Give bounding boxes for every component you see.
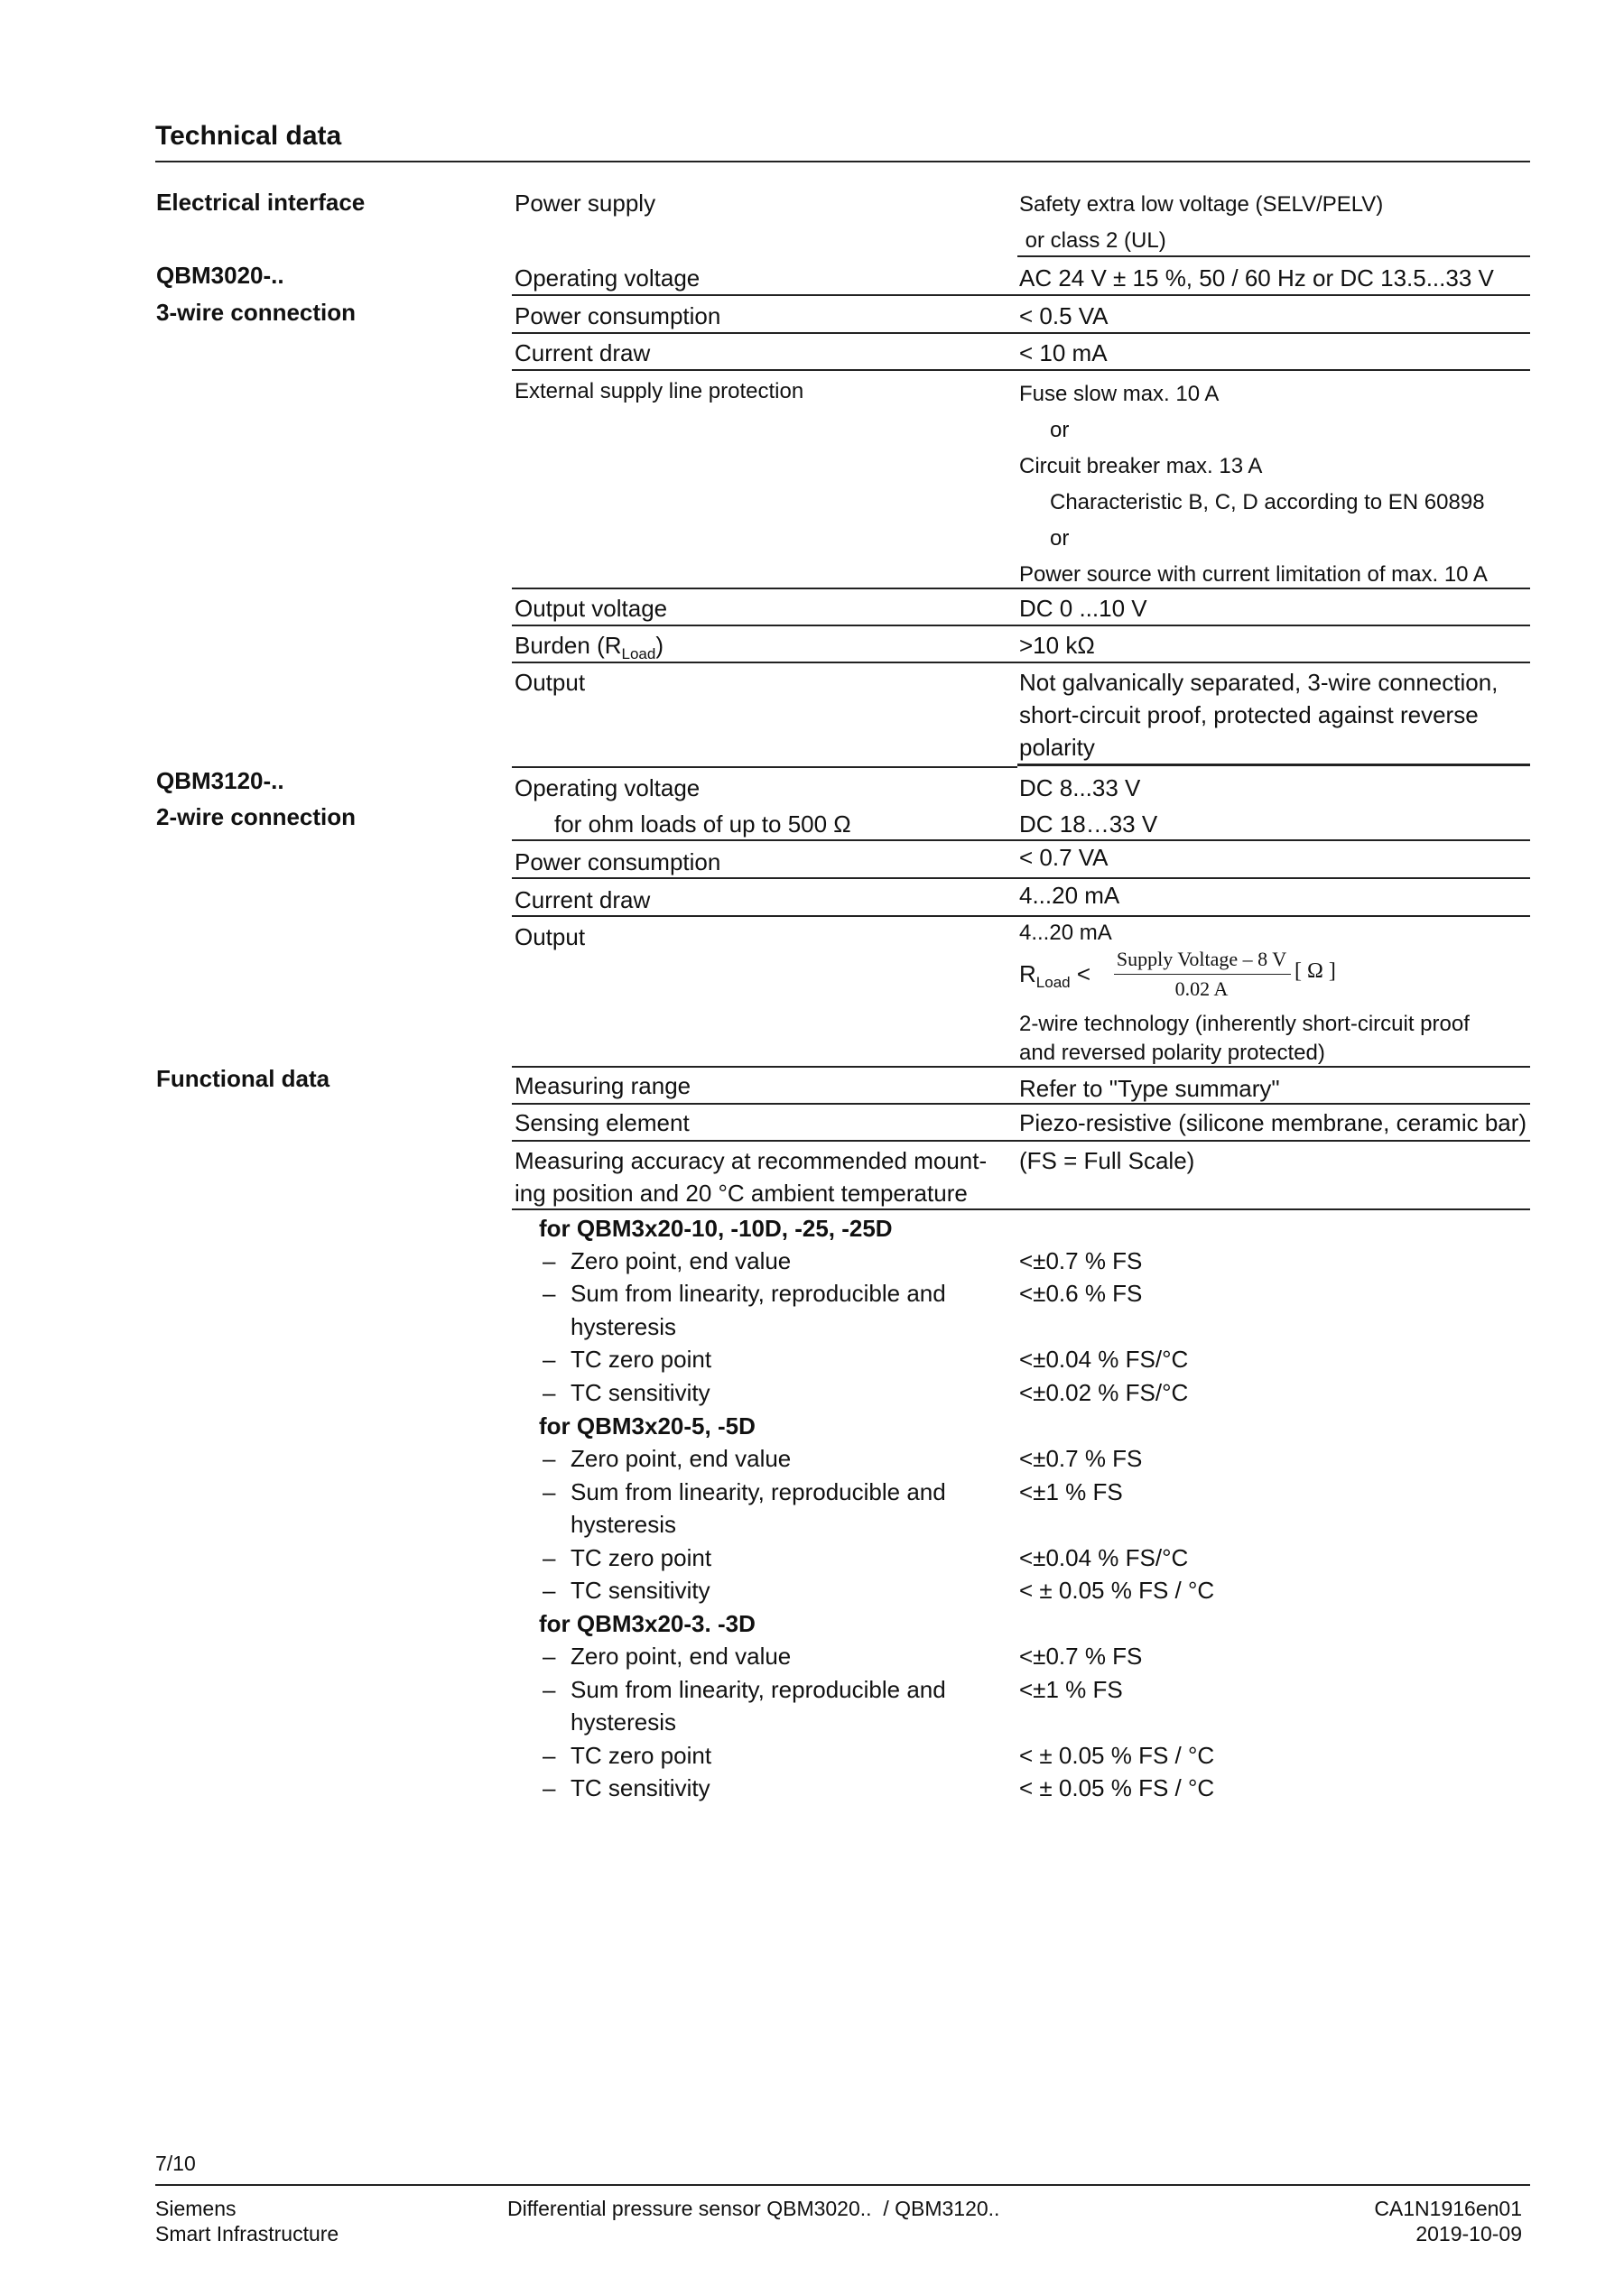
measuring-range-value: Refer to "Type summary" <box>1019 1075 1280 1102</box>
accuracy-item-value: <±0.04 % FS/°C <box>1019 1346 1189 1373</box>
qbm3020-current-draw-value: < 10 mA <box>1019 339 1108 366</box>
accuracy-item-label: TC sensitivity <box>571 1774 710 1801</box>
qbm3020-output-line: Not galvanically separated, 3-wire connection, <box>1019 669 1499 696</box>
accuracy-item-value: < ± 0.05 % FS / °C <box>1019 1577 1215 1604</box>
qbm3120-output-tech: and reversed polarity protected) <box>1019 1041 1325 1065</box>
qbm3020-output-line: polarity <box>1019 734 1095 761</box>
formula-lhs: $R_{Load}$ < <box>1019 960 1091 991</box>
row-divider <box>512 294 1530 296</box>
accuracy-label: ing position and 20 °C ambient temperature <box>515 1180 968 1207</box>
row-divider <box>512 588 1530 589</box>
measuring-range-label: Measuring range <box>515 1072 691 1099</box>
accuracy-item-label: Sum from linearity, reproducible and <box>571 1478 946 1505</box>
qbm3120-operating-voltage-value: DC 8...33 V <box>1019 774 1141 801</box>
formula-fraction-line <box>1114 974 1291 975</box>
line-protection-characteristic: Characteristic B, C, D according to EN 60898 <box>1050 490 1485 514</box>
qbm3120-power-consumption-label: Power consumption <box>515 848 721 875</box>
accuracy-item-label: Sum from linearity, reproducible and <box>571 1676 946 1703</box>
accuracy-item-label: TC sensitivity <box>571 1379 710 1406</box>
qbm3120-current-draw-label: Current draw <box>515 886 651 913</box>
row-divider <box>512 332 1530 334</box>
qbm3020-burden-label: Burden $(R_{Load})$ <box>515 632 664 662</box>
accuracy-item-label: TC sensitivity <box>571 1577 710 1604</box>
accuracy-item-value: <±0.04 % FS/°C <box>1019 1544 1189 1571</box>
accuracy-group-title: for QBM3x20-5, -5D <box>539 1412 756 1440</box>
sensing-element-label: Sensing element <box>515 1109 690 1136</box>
accuracy-group-title: for QBM3x20-3. -3D <box>539 1610 756 1637</box>
power-supply-value: Safety extra low voltage (SELV/PELV) <box>1019 192 1384 217</box>
list-bullet: – <box>543 1478 556 1505</box>
row-divider <box>512 662 1530 663</box>
section-functional-data: Functional data <box>156 1065 330 1092</box>
accuracy-item-label: Zero point, end value <box>571 1445 792 1472</box>
section-qbm3120-model: QBM3120-.. <box>156 767 284 794</box>
list-bullet: – <box>543 1247 556 1274</box>
accuracy-item-label: Sum from linearity, reproducible and <box>571 1280 946 1307</box>
footer-document-title: Differential pressure sensor QBM3020.. / QBM3120.. <box>507 2197 1000 2220</box>
section-qbm3020-connection: 3-wire connection <box>156 299 357 326</box>
row-divider <box>512 1140 1530 1142</box>
line-protection-or: or <box>1050 418 1070 442</box>
footer-divider <box>155 2184 1530 2186</box>
accuracy-item-label: hysteresis <box>571 1708 677 1736</box>
list-bullet: – <box>543 1676 556 1703</box>
accuracy-item-value: <±1 % FS <box>1019 1676 1123 1703</box>
qbm3120-current-draw-value: 4...20 mA <box>1019 882 1120 909</box>
row-divider <box>512 766 1017 768</box>
section-qbm3120-connection: 2-wire connection <box>156 803 357 830</box>
accuracy-item-label: TC zero point <box>571 1346 712 1373</box>
qbm3020-power-consumption-label: Power consumption <box>515 302 721 329</box>
qbm3120-ohm-loads-label: for ohm loads of up to 500 Ω <box>554 810 851 838</box>
qbm3120-output-value: 4...20 mA <box>1019 921 1112 945</box>
accuracy-item-label: hysteresis <box>571 1511 677 1538</box>
qbm3020-operating-voltage-label: Operating voltage <box>515 264 701 292</box>
line-protection-fuse: Fuse slow max. 10 A <box>1019 382 1220 406</box>
qbm3020-current-draw-label: Current draw <box>515 339 651 366</box>
qbm3020-output-voltage-value: DC 0 ...10 V <box>1019 595 1147 622</box>
footer-company: Siemens <box>155 2197 237 2220</box>
qbm3020-power-consumption-value: < 0.5 VA <box>1019 302 1109 329</box>
formula-denominator: 0.02 A <box>1174 977 1229 1000</box>
qbm3120-output-tech: 2-wire technology (inherently short-circuit proof <box>1019 1012 1470 1036</box>
row-divider <box>512 1066 1530 1068</box>
sensing-element-value: Piezo-resistive (silicone membrane, ceramic bar) <box>1019 1109 1527 1136</box>
section-electrical-interface: Electrical interface <box>156 189 366 216</box>
line-protection-breaker: Circuit breaker max. 13 A <box>1019 454 1263 478</box>
power-supply-label: Power supply <box>515 190 656 217</box>
accuracy-item-value: <±0.7 % FS <box>1019 1445 1143 1472</box>
row-divider <box>512 369 1530 371</box>
line-protection-or: or <box>1050 526 1070 551</box>
list-bullet: – <box>543 1742 556 1769</box>
accuracy-label: Measuring accuracy at recommended mount- <box>515 1147 988 1174</box>
accuracy-item-value: <±0.7 % FS <box>1019 1643 1143 1670</box>
page-title: Technical data <box>155 121 342 151</box>
row-divider <box>512 1208 1530 1210</box>
power-supply-value-ul: or class 2 (UL) <box>1019 228 1166 253</box>
list-bullet: – <box>543 1643 556 1670</box>
accuracy-item-label: Zero point, end value <box>571 1247 792 1274</box>
qbm3120-ohm-loads-value: DC 18…33 V <box>1019 810 1158 838</box>
list-bullet: – <box>543 1774 556 1801</box>
row-divider <box>1017 764 1530 766</box>
accuracy-value: (FS = Full Scale) <box>1019 1147 1195 1174</box>
accuracy-item-value: <±1 % FS <box>1019 1478 1123 1505</box>
accuracy-item-value: <±0.6 % FS <box>1019 1280 1143 1307</box>
qbm3120-power-consumption-value: < 0.7 VA <box>1019 844 1109 871</box>
row-divider <box>512 625 1530 626</box>
section-qbm3020-model: QBM3020-.. <box>156 262 284 289</box>
list-bullet: – <box>543 1577 556 1604</box>
accuracy-item-value: <±0.02 % FS/°C <box>1019 1379 1189 1406</box>
line-protection-power-source: Power source with current limitation of max. 10 A <box>1019 562 1488 587</box>
accuracy-item-label: TC zero point <box>571 1544 712 1571</box>
footer-date: 2019-10-09 <box>1415 2222 1522 2245</box>
list-bullet: – <box>543 1379 556 1406</box>
accuracy-item-value: <±0.7 % FS <box>1019 1247 1143 1274</box>
title-divider <box>155 161 1530 162</box>
row-divider <box>1017 255 1530 257</box>
footer-document-number: CA1N1916en01 <box>1374 2197 1522 2220</box>
formula-numerator: Supply Voltage – 8 V <box>1116 948 1287 970</box>
qbm3020-line-protection-label: External supply line protection <box>515 379 804 403</box>
accuracy-item-value: < ± 0.05 % FS / °C <box>1019 1742 1215 1769</box>
list-bullet: – <box>543 1280 556 1307</box>
accuracy-group-title: for QBM3x20-10, -10D, -25, -25D <box>539 1215 893 1242</box>
qbm3020-burden-value: >10 kΩ <box>1019 632 1095 659</box>
list-bullet: – <box>543 1346 556 1373</box>
page-number: 7/10 <box>155 2152 196 2175</box>
qbm3020-output-label: Output <box>515 669 586 696</box>
qbm3020-operating-voltage-value: AC 24 V ± 15 %, 50 / 60 Hz or DC 13.5...33 V <box>1019 264 1494 292</box>
accuracy-item-label: Zero point, end value <box>571 1643 792 1670</box>
row-divider <box>512 1103 1530 1105</box>
qbm3020-output-line: short-circuit proof, protected against reverse <box>1019 701 1479 728</box>
formula-unit: [ Ω ] <box>1295 959 1336 983</box>
list-bullet: – <box>543 1544 556 1571</box>
footer-division: Smart Infrastructure <box>155 2222 339 2245</box>
accuracy-item-label: TC zero point <box>571 1742 712 1769</box>
accuracy-item-label: hysteresis <box>571 1313 677 1340</box>
list-bullet: – <box>543 1445 556 1472</box>
qbm3120-operating-voltage-label: Operating voltage <box>515 774 701 801</box>
qbm3020-output-voltage-label: Output voltage <box>515 595 668 622</box>
accuracy-item-value: < ± 0.05 % FS / °C <box>1019 1774 1215 1801</box>
qbm3120-output-label: Output <box>515 923 586 950</box>
